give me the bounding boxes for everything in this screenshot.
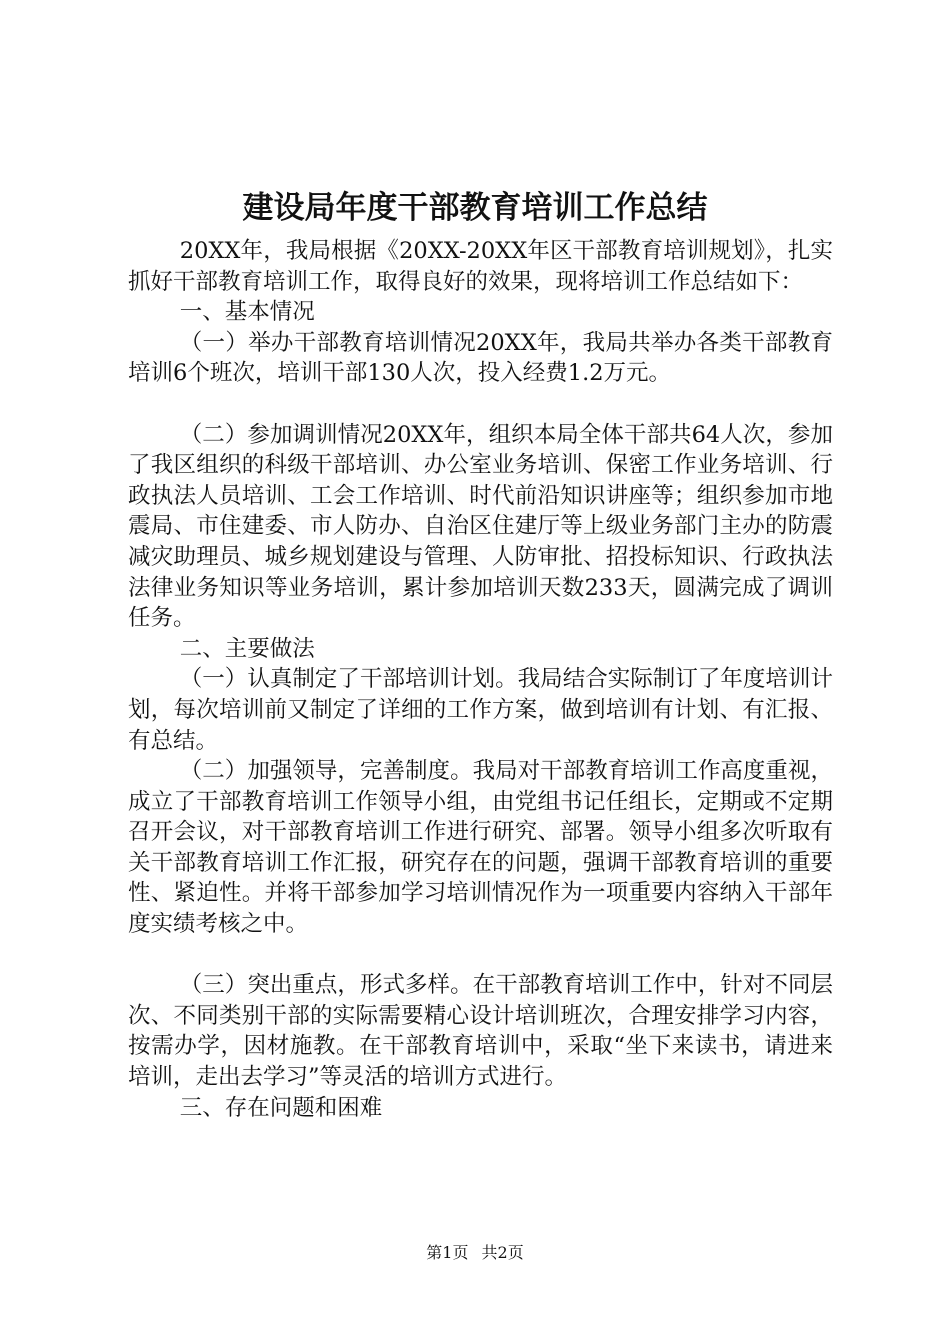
section-heading-problems: 三、存在问题和困难 (179, 1094, 383, 1121)
intro-paragraph: 20XX年，我局根据《20XX-20XX年区干部教育培训规划》，扎实抓好干部教育培训工作，取得良好的效果，现将培训工作总结如下： (128, 238, 833, 295)
page-total: 共2页 (481, 1243, 524, 1262)
paragraph-method-leadership: （二）加强领导，完善制度。我局对干部教育培训工作高度重视，成立了干部教育培训工作领导小组，由党组书记任组长，定期或不定期召开会议，对干部教育培训工作进行研究、部署。领导小组多次听取有关干部教育培训工作汇报，研究存在的问题，强调干部教育培训的重要性、紧迫性。并将干部参加学习培训情况作为一项重要内容纳入干部年度实绩考核之中。 (128, 758, 833, 938)
paragraph-training-held: （一）举办干部教育培训情况20XX年，我局共举办各类干部教育培训6个班次，培训干部130人次，投入经费1.2万元。 (128, 329, 833, 387)
paragraph-gap (128, 940, 833, 971)
section-heading-basic: 一、基本情况 (179, 299, 315, 326)
paragraph-method-plan: （一）认真制定了干部培训计划。我局结合实际制订了年度培训计划，每次培训前又制定了详细的工作方案，做到培训有计划、有汇报、有总结。 (128, 666, 833, 754)
page-footer (0, 1241, 950, 1265)
paragraph-method-focus: （三）突出重点，形式多样。在干部教育培训工作中，针对不同层次、不同类别干部的实际需要精心设计培训班次，合理安排学习内容，按需办学，因材施教。在干部教育培训中，采取“坐下来读书，请进来培训，走出去学习”等灵活的培训方式进行。 (128, 972, 833, 1091)
document-body (128, 236, 833, 1123)
paragraph-training-attended: （二）参加调训情况20XX年，组织本局全体干部共64人次，参加了我区组织的科级干部培训、办公室业务培训、保密工作业务培训、行政执法人员培训、工会工作培训、时代前沿知识讲座等；组织参加市地震局、市住建委、市人防办、自治区住建厅等上级业务部门主办的防震减灾助理员、城乡规划建设与管理、人防审批、招投标知识、行政执法法律业务知识等业务培训，累计参加培训天数233天，圆满完成了调训任务。 (128, 421, 833, 632)
document-title: 建设局年度干部教育培训工作总结 (242, 190, 708, 226)
paragraph-gap (128, 389, 833, 420)
section-heading-methods: 二、主要做法 (179, 635, 315, 662)
page-number: 第1页 (426, 1243, 469, 1262)
